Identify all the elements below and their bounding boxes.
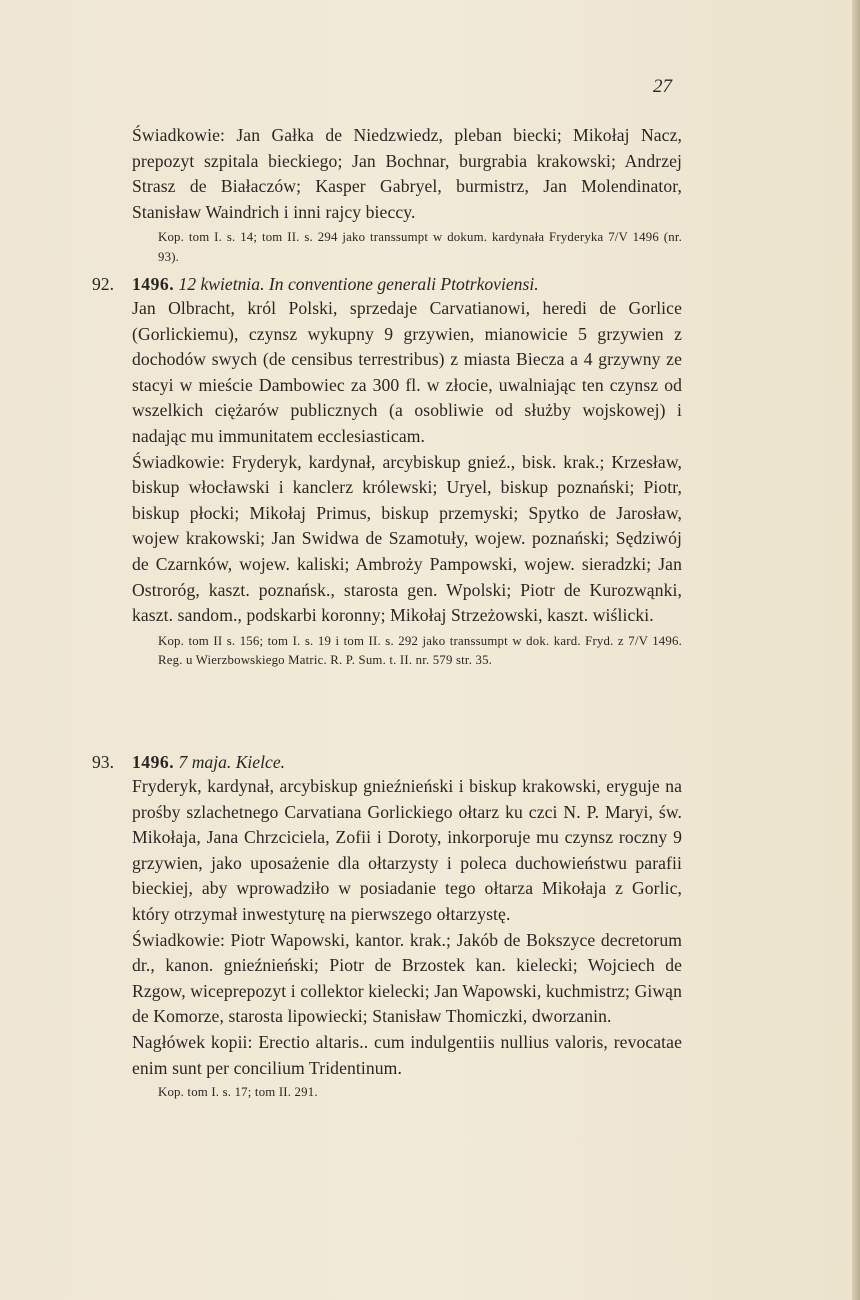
entry-92-body <box>132 296 682 671</box>
entry-date: 12 kwietnia. <box>178 274 265 294</box>
entry-place: In conventione generali Ptotrkoviensi. <box>268 274 539 294</box>
intro-block <box>132 123 682 267</box>
entry-text: Fryderyk, kardynał, arcybiskup gnieźnieński i biskup krakowski, eryguje na prośby szlachetnego Carvatiana Gorlickiego ołtarz ku czci N. P. Maryi, św. Mikołaja, Jana Chrzciciela, Zofii i Doroty, inkorporuje mu czynsz roczny 9 grzywien, jako uposażenie dla ołtarzysty i poleca duchowieństwu parafii bieckiej, aby wprowadziło w posiadanie tego ołtarza Mikołaja z Gorlic, który otrzymał inwestyturę na pierwszego ołtarzystę. <box>132 776 682 924</box>
entry-year: 1496. <box>132 752 175 772</box>
entry-93-body <box>132 774 682 1103</box>
entry-date: 7 maja. <box>178 752 232 772</box>
entry-number: 92. <box>92 274 114 294</box>
entry-source-note: Kop. tom I. s. 17; tom II. 291. <box>158 1085 318 1100</box>
entry-place: Kielce. <box>235 752 286 772</box>
entry-number: 93. <box>92 752 114 772</box>
page-edge <box>852 0 860 1300</box>
intro-witnesses: Świadkowie: Jan Gałka de Niedzwiedz, pleban biecki; Mikołaj Nacz, prepozyt szpitala bieckiego; Jan Bochnar, burgrabia krakowski; Andrzej Strasz de Białaczów; Kasper Gabryel, burmistrz, Jan Molendinator, Stanisław Waindrich i inni rajcy bieccy. <box>132 125 682 222</box>
entry-92-heading <box>92 272 692 297</box>
entry-year: 1496. <box>132 274 175 294</box>
entry-93-heading <box>92 750 692 775</box>
entry-witnesses: Świadkowie: Piotr Wapowski, kantor. krak.; Jakób de Bokszyce decretorum dr., kanon. gnieźnieński; Piotr de Brzostek kan. kielecki; Wojciech de Rzgow, wiceprepozyt i collektor kielecki; Jan Wapowski, kuchmistrz; Giwąn de Komorze, starosta lipowiecki; Stanisław Thomiczki, dworzanin. <box>132 929 682 1027</box>
entry-witnesses: Świadkowie: Fryderyk, kardynał, arcybiskup gnieź., bisk. krak.; Krzesław, biskup włocławski i kanclerz królewski; Uryel, biskup poznański; Piotr, biskup płocki; Mikołaj Primus, biskup przemyski; Spytko de Jarosław, wojew krakowski; Jan Swidwa de Szamotuły, wojew. poznański; Sędziwój de Czarnków, wojew. kaliski; Ambroży Pampowski, wojew. sieradzki; Jan Ostroróg, kaszt. poznańsk., starosta gen. Wpolski; Piotr de Kurozwąnki, kaszt. sandom., podskarbi koronny; Mikołaj Strzeżowski, kaszt. wiślicki. <box>132 451 682 626</box>
entry-source-note: Kop. tom II s. 156; tom I. s. 19 i tom II. s. 292 jako transsumpt w dok. kard. Fryd. z 7/V 1496. Reg. u Wierzbowskiego Matric. R. P. Sum. t. II. nr. 579 str. 35. <box>158 633 682 668</box>
intro-source-note: Kop. tom I. s. 14; tom II. s. 294 jako transsumpt w dokum. kardynała Fryderyka 7/V 1496 (nr. 93). <box>158 230 682 264</box>
page-number: 27 <box>653 76 672 97</box>
entry-heading-note: Nagłówek kopii: Erectio altaris.. cum indulgentiis nullius valoris, revocatae enim sunt per concilium Tridentinum. <box>132 1031 682 1078</box>
entry-text: Jan Olbracht, król Polski, sprzedaje Carvatianowi, heredi de Gorlice (Gorlickiemu), czynsz wykupny 9 grzywien, mianowicie 5 grzywien z dochodów swych (de censibus terrestribus) z miasta Biecza a 4 grzywny ze stacyi w mieście Dambowiec za 300 fl. w złocie, uwalniając ten czynsz od wszelkich ciężarów publicznych (a osobliwie od służby wojskowej) i nadając mu immunitatem ecclesiasticam. <box>132 298 682 446</box>
